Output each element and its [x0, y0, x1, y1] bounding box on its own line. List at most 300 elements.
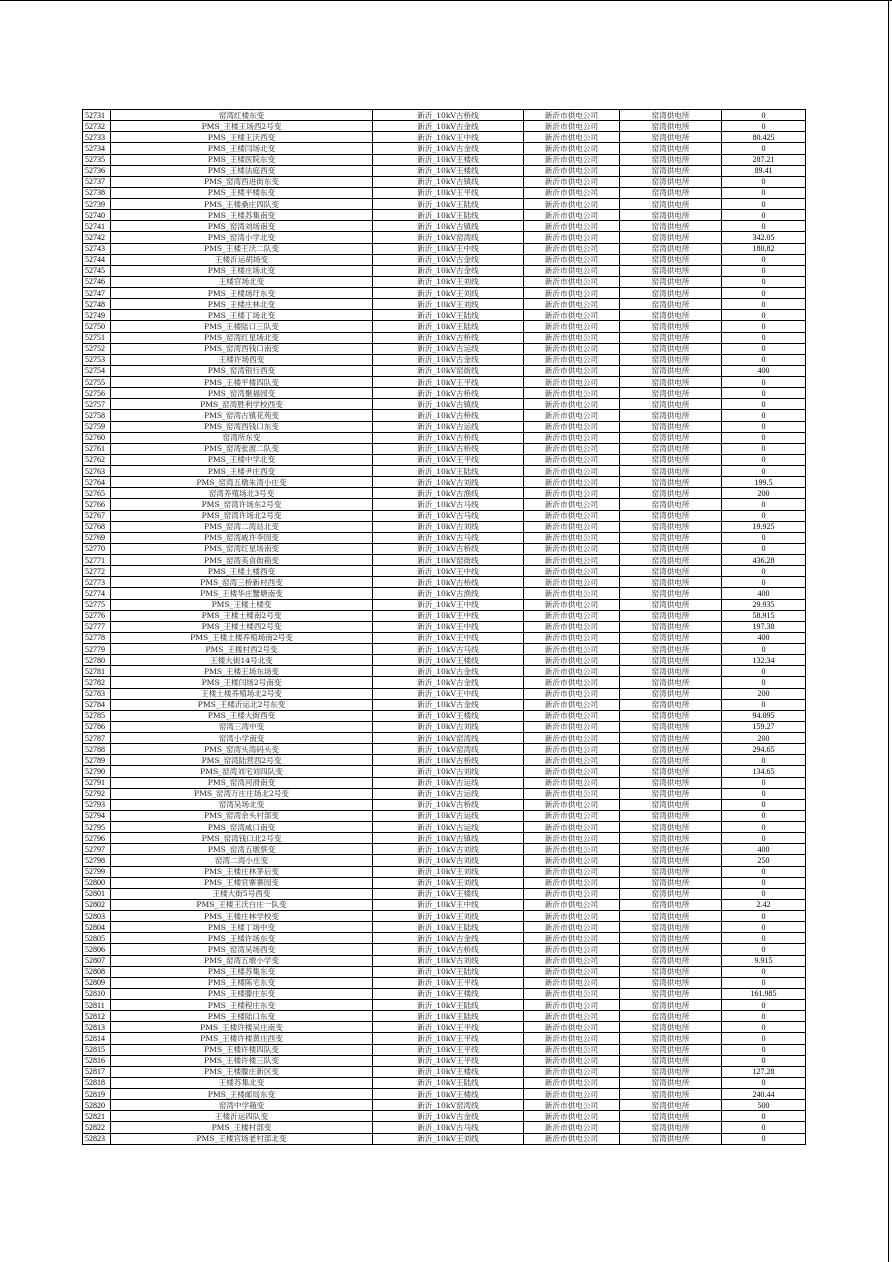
- cell-station: 窑湾供电所: [620, 788, 722, 799]
- table-row: [83, 788, 806, 799]
- cell-company: 新沂市供电公司: [524, 343, 620, 354]
- cell-line: 新沂_10kV古桥线: [373, 799, 524, 810]
- cell-line: 新沂_10kV窑街线: [373, 365, 524, 376]
- cell-station: 窑湾供电所: [620, 988, 722, 999]
- cell-station: 窑湾供电所: [620, 1022, 722, 1033]
- cell-id: 52789: [83, 755, 111, 766]
- cell-line: 新沂_10kV古马线: [373, 499, 524, 510]
- cell-station: 窑湾供电所: [620, 454, 722, 465]
- cell-transformer-name: PMS_窑湾咸口南变: [111, 822, 373, 833]
- cell-transformer-name: PMS_窑湾红星场南变: [111, 543, 373, 554]
- cell-station: 窑湾供电所: [620, 199, 722, 210]
- table-row: [83, 466, 806, 477]
- cell-value: 0: [722, 288, 806, 299]
- cell-line: 新沂_10kV王中线: [373, 132, 524, 143]
- cell-company: 新沂市供电公司: [524, 822, 620, 833]
- table-row: [83, 1133, 806, 1144]
- cell-id: 52798: [83, 855, 111, 866]
- cell-id: 52795: [83, 822, 111, 833]
- cell-station: 窑湾供电所: [620, 799, 722, 810]
- cell-company: 新沂市供电公司: [524, 254, 620, 265]
- cell-line: 新沂_10kV古桥线: [373, 110, 524, 121]
- cell-id: 52804: [83, 922, 111, 933]
- page-right-rule: [888, 0, 889, 1262]
- cell-station: 窑湾供电所: [620, 1066, 722, 1077]
- cell-company: 新沂市供电公司: [524, 566, 620, 577]
- table-row: [83, 499, 806, 510]
- cell-value: 0: [722, 788, 806, 799]
- cell-line: 新沂_10kV王刘线: [373, 299, 524, 310]
- cell-company: 新沂市供电公司: [524, 955, 620, 966]
- cell-transformer-name: PMS_王楼尹庄西变: [111, 466, 373, 477]
- cell-id: 52807: [83, 955, 111, 966]
- cell-company: 新沂市供电公司: [524, 1011, 620, 1022]
- cell-company: 新沂市供电公司: [524, 310, 620, 321]
- cell-transformer-name: PMS_窑湾万庄庄场北2号变: [111, 788, 373, 799]
- cell-id: 52808: [83, 966, 111, 977]
- cell-id: 52734: [83, 143, 111, 154]
- cell-station: 窑湾供电所: [620, 154, 722, 165]
- cell-id: 52785: [83, 710, 111, 721]
- table-row: [83, 1022, 806, 1033]
- table-row: [83, 410, 806, 421]
- cell-line: 新沂_10kV王陆线: [373, 1000, 524, 1011]
- cell-transformer-name: PMS_王楼丁场中变: [111, 922, 373, 933]
- cell-company: 新沂市供电公司: [524, 888, 620, 899]
- cell-line: 新沂_10kV古金线: [373, 121, 524, 132]
- cell-station: 窑湾供电所: [620, 399, 722, 410]
- table-row: [83, 744, 806, 755]
- cell-transformer-name: PMS_王楼苏集东变: [111, 966, 373, 977]
- cell-transformer-name: PMS_王楼许楼吴庄南变: [111, 1022, 373, 1033]
- cell-station: 窑湾供电所: [620, 822, 722, 833]
- cell-company: 新沂市供电公司: [524, 632, 620, 643]
- cell-station: 窑湾供电所: [620, 343, 722, 354]
- cell-id: 52821: [83, 1111, 111, 1122]
- cell-id: 52788: [83, 744, 111, 755]
- cell-id: 52782: [83, 677, 111, 688]
- cell-station: 窑湾供电所: [620, 410, 722, 421]
- cell-value: 0: [722, 1133, 806, 1144]
- cell-transformer-name: PMS_窑湾吴场西变: [111, 944, 373, 955]
- cell-transformer-name: PMS_王楼中学北变: [111, 454, 373, 465]
- cell-transformer-name: PMS_窑湾河滑南变: [111, 777, 373, 788]
- cell-transformer-name: 窑湾二湾小庄变: [111, 855, 373, 866]
- cell-id: 52816: [83, 1055, 111, 1066]
- cell-id: 52776: [83, 610, 111, 621]
- cell-transformer-name: PMS_窑湾五墩朱湾小庄变: [111, 477, 373, 488]
- cell-transformer-name: PMS_王楼邮局东变: [111, 1089, 373, 1100]
- cell-id: 52784: [83, 699, 111, 710]
- cell-company: 新沂市供电公司: [524, 1044, 620, 1055]
- cell-station: 窑湾供电所: [620, 955, 722, 966]
- cell-station: 窑湾供电所: [620, 354, 722, 365]
- cell-company: 新沂市供电公司: [524, 543, 620, 554]
- cell-value: 400: [722, 365, 806, 376]
- cell-line: 新沂_10kV王刘线: [373, 866, 524, 877]
- cell-id: 52799: [83, 866, 111, 877]
- cell-id: 52809: [83, 977, 111, 988]
- table-body: [83, 110, 806, 1145]
- cell-id: 52754: [83, 365, 111, 376]
- cell-transformer-name: 王楼大街14号北变: [111, 655, 373, 666]
- cell-company: 新沂市供电公司: [524, 466, 620, 477]
- cell-line: 新沂_10kV王刘线: [373, 877, 524, 888]
- cell-transformer-name: PMS_王楼陈宅东变: [111, 977, 373, 988]
- cell-value: 0: [722, 699, 806, 710]
- cell-value: 0: [722, 644, 806, 655]
- cell-line: 新沂_10kV古渔线: [373, 588, 524, 599]
- table-row: [83, 977, 806, 988]
- table-row: [83, 288, 806, 299]
- table-row: [83, 599, 806, 610]
- cell-station: 窑湾供电所: [620, 733, 722, 744]
- cell-station: 窑湾供电所: [620, 110, 722, 121]
- cell-value: 197.38: [722, 621, 806, 632]
- table-row: [83, 143, 806, 154]
- cell-value: 0: [722, 321, 806, 332]
- cell-value: 0: [722, 388, 806, 399]
- cell-station: 窑湾供电所: [620, 176, 722, 187]
- cell-id: 52737: [83, 176, 111, 187]
- cell-line: 新沂_10kV王中线: [373, 621, 524, 632]
- cell-id: 52744: [83, 254, 111, 265]
- table-row: [83, 632, 806, 643]
- cell-id: 52759: [83, 421, 111, 432]
- cell-value: 436.28: [722, 555, 806, 566]
- table-row: [83, 332, 806, 343]
- cell-station: 窑湾供电所: [620, 766, 722, 777]
- cell-line: 新沂_10kV王陆线: [373, 966, 524, 977]
- cell-id: 52772: [83, 566, 111, 577]
- cell-line: 新沂_10kV古刘线: [373, 844, 524, 855]
- cell-company: 新沂市供电公司: [524, 766, 620, 777]
- cell-id: 52766: [83, 499, 111, 510]
- cell-station: 窑湾供电所: [620, 755, 722, 766]
- cell-id: 52818: [83, 1077, 111, 1088]
- cell-station: 窑湾供电所: [620, 922, 722, 933]
- cell-station: 窑湾供电所: [620, 532, 722, 543]
- cell-company: 新沂市供电公司: [524, 243, 620, 254]
- cell-company: 新沂市供电公司: [524, 677, 620, 688]
- cell-line: 新沂_10kV古马线: [373, 644, 524, 655]
- cell-transformer-name: 王楼苏集北变: [111, 1077, 373, 1088]
- cell-transformer-name: PMS_王楼王沃白庄一队变: [111, 899, 373, 910]
- cell-value: 400: [722, 588, 806, 599]
- cell-station: 窑湾供电所: [620, 577, 722, 588]
- table-row: [83, 721, 806, 732]
- table-row: [83, 343, 806, 354]
- cell-company: 新沂市供电公司: [524, 866, 620, 877]
- cell-value: 0: [722, 499, 806, 510]
- cell-company: 新沂市供电公司: [524, 443, 620, 454]
- table-row: [83, 532, 806, 543]
- cell-company: 新沂市供电公司: [524, 844, 620, 855]
- cell-value: 0: [722, 1011, 806, 1022]
- cell-transformer-name: 窑湾小学南变: [111, 733, 373, 744]
- cell-station: 窑湾供电所: [620, 933, 722, 944]
- cell-value: 0: [722, 1055, 806, 1066]
- cell-id: 52790: [83, 766, 111, 777]
- cell-station: 窑湾供电所: [620, 655, 722, 666]
- cell-company: 新沂市供电公司: [524, 977, 620, 988]
- cell-value: 2.42: [722, 899, 806, 910]
- cell-station: 窑湾供电所: [620, 877, 722, 888]
- cell-value: 199.5: [722, 477, 806, 488]
- cell-line: 新沂_10kV王楼线: [373, 888, 524, 899]
- cell-id: 52778: [83, 632, 111, 643]
- cell-station: 窑湾供电所: [620, 1089, 722, 1100]
- cell-line: 新沂_10kV王平线: [373, 1044, 524, 1055]
- cell-company: 新沂市供电公司: [524, 721, 620, 732]
- cell-value: 0: [722, 343, 806, 354]
- table-row: [83, 877, 806, 888]
- cell-company: 新沂市供电公司: [524, 532, 620, 543]
- cell-transformer-name: PMS_王楼王沃西变: [111, 132, 373, 143]
- cell-value: 0: [722, 677, 806, 688]
- cell-value: 0: [722, 877, 806, 888]
- cell-station: 窑湾供电所: [620, 555, 722, 566]
- cell-station: 窑湾供电所: [620, 265, 722, 276]
- cell-line: 新沂_10kV王平线: [373, 1022, 524, 1033]
- cell-value: 0: [722, 933, 806, 944]
- cell-company: 新沂市供电公司: [524, 288, 620, 299]
- cell-value: 0: [722, 299, 806, 310]
- cell-id: 52750: [83, 321, 111, 332]
- table-row: [83, 988, 806, 999]
- cell-transformer-name: PMS_王楼土楼养殖场南2号变: [111, 632, 373, 643]
- cell-company: 新沂市供电公司: [524, 1055, 620, 1066]
- cell-id: 52786: [83, 721, 111, 732]
- cell-value: 0: [722, 577, 806, 588]
- cell-station: 窑湾供电所: [620, 1122, 722, 1133]
- table-row: [83, 833, 806, 844]
- cell-id: 52771: [83, 555, 111, 566]
- cell-value: 127.28: [722, 1066, 806, 1077]
- table-row: [83, 210, 806, 221]
- cell-station: 窑湾供电所: [620, 1044, 722, 1055]
- cell-line: 新沂_10kV王陆线: [373, 1077, 524, 1088]
- cell-company: 新沂市供电公司: [524, 1111, 620, 1122]
- cell-line: 新沂_10kV王中线: [373, 688, 524, 699]
- cell-line: 新沂_10kV王陆线: [373, 466, 524, 477]
- cell-company: 新沂市供电公司: [524, 132, 620, 143]
- cell-station: 窑湾供电所: [620, 1100, 722, 1111]
- cell-id: 52731: [83, 110, 111, 121]
- cell-station: 窑湾供电所: [620, 121, 722, 132]
- cell-station: 窑湾供电所: [620, 1000, 722, 1011]
- cell-value: 200: [722, 488, 806, 499]
- cell-transformer-name: PMS_王楼许楼四队变: [111, 1044, 373, 1055]
- cell-company: 新沂市供电公司: [524, 510, 620, 521]
- cell-value: 200: [722, 733, 806, 744]
- cell-station: 窑湾供电所: [620, 599, 722, 610]
- cell-id: 52780: [83, 655, 111, 666]
- cell-company: 新沂市供电公司: [524, 176, 620, 187]
- cell-id: 52801: [83, 888, 111, 899]
- cell-line: 新沂_10kV王刘线: [373, 911, 524, 922]
- cell-line: 新沂_10kV王中线: [373, 610, 524, 621]
- cell-transformer-name: PMS_王楼王沃二队变: [111, 243, 373, 254]
- table-row: [83, 299, 806, 310]
- cell-company: 新沂市供电公司: [524, 1033, 620, 1044]
- cell-company: 新沂市供电公司: [524, 699, 620, 710]
- table-row: [83, 1077, 806, 1088]
- table-row: [83, 1033, 806, 1044]
- cell-id: 52792: [83, 788, 111, 799]
- cell-id: 52753: [83, 354, 111, 365]
- cell-company: 新沂市供电公司: [524, 599, 620, 610]
- cell-station: 窑湾供电所: [620, 911, 722, 922]
- cell-transformer-name: PMS_王楼滕庄新区变: [111, 1066, 373, 1077]
- cell-id: 52783: [83, 688, 111, 699]
- cell-transformer-name: PMS_王楼大街西变: [111, 710, 373, 721]
- cell-id: 52819: [83, 1089, 111, 1100]
- cell-id: 52751: [83, 332, 111, 343]
- table-row: [83, 187, 806, 198]
- cell-line: 新沂_10kV王中线: [373, 632, 524, 643]
- cell-line: 新沂_10kV古刘线: [373, 477, 524, 488]
- cell-value: 0: [722, 1077, 806, 1088]
- cell-transformer-name: PMS_王楼苏集南变: [111, 210, 373, 221]
- cell-station: 窑湾供电所: [620, 432, 722, 443]
- cell-company: 新沂市供电公司: [524, 199, 620, 210]
- cell-line: 新沂_10kV王楼线: [373, 655, 524, 666]
- cell-id: 52805: [83, 933, 111, 944]
- cell-value: 0: [722, 121, 806, 132]
- cell-transformer-name: PMS_窑湾许场东2号变: [111, 499, 373, 510]
- cell-company: 新沂市供电公司: [524, 944, 620, 955]
- cell-value: 0: [722, 532, 806, 543]
- cell-station: 窑湾供电所: [620, 221, 722, 232]
- cell-company: 新沂市供电公司: [524, 833, 620, 844]
- cell-company: 新沂市供电公司: [524, 799, 620, 810]
- cell-line: 新沂_10kV窑湾线: [373, 232, 524, 243]
- cell-station: 窑湾供电所: [620, 310, 722, 321]
- cell-transformer-name: 王楼沂运四队变: [111, 1111, 373, 1122]
- cell-value: 80.425: [722, 132, 806, 143]
- cell-company: 新沂市供电公司: [524, 588, 620, 599]
- cell-line: 新沂_10kV古运线: [373, 777, 524, 788]
- cell-company: 新沂市供电公司: [524, 488, 620, 499]
- cell-line: 新沂_10kV古刘线: [373, 855, 524, 866]
- cell-value: 0: [722, 254, 806, 265]
- table-row: [83, 388, 806, 399]
- cell-transformer-name: 窑湾中学箱变: [111, 1100, 373, 1111]
- table-row: [83, 866, 806, 877]
- page-top-rule: [0, 0, 892, 1]
- cell-id: 52822: [83, 1122, 111, 1133]
- cell-company: 新沂市供电公司: [524, 911, 620, 922]
- cell-id: 52797: [83, 844, 111, 855]
- cell-transformer-name: PMS_王楼闫场北变: [111, 143, 373, 154]
- cell-station: 窑湾供电所: [620, 1077, 722, 1088]
- cell-line: 新沂_10kV王楼线: [373, 154, 524, 165]
- cell-id: 52738: [83, 187, 111, 198]
- cell-id: 52740: [83, 210, 111, 221]
- cell-station: 窑湾供电所: [620, 777, 722, 788]
- cell-transformer-name: PMS_王楼平楼东变: [111, 187, 373, 198]
- cell-line: 新沂_10kV古桥线: [373, 577, 524, 588]
- cell-company: 新沂市供电公司: [524, 810, 620, 821]
- table-row: [83, 121, 806, 132]
- cell-station: 窑湾供电所: [620, 365, 722, 376]
- cell-station: 窑湾供电所: [620, 299, 722, 310]
- cell-company: 新沂市供电公司: [524, 432, 620, 443]
- table-row: [83, 132, 806, 143]
- cell-id: 52763: [83, 466, 111, 477]
- cell-value: 0: [722, 443, 806, 454]
- cell-id: 52767: [83, 510, 111, 521]
- table-row: [83, 911, 806, 922]
- cell-transformer-name: PMS_窑湾西钱口南变: [111, 343, 373, 354]
- table-row: [83, 955, 806, 966]
- cell-company: 新沂市供电公司: [524, 388, 620, 399]
- cell-id: 52758: [83, 410, 111, 421]
- cell-station: 窑湾供电所: [620, 466, 722, 477]
- table-row: [83, 944, 806, 955]
- table-row: [83, 510, 806, 521]
- cell-id: 52756: [83, 388, 111, 399]
- table-row: [83, 176, 806, 187]
- cell-line: 新沂_10kV王楼线: [373, 710, 524, 721]
- cell-transformer-name: PMS_王楼陆口三队变: [111, 321, 373, 332]
- cell-value: 0: [722, 332, 806, 343]
- cell-id: 52733: [83, 132, 111, 143]
- cell-value: 0: [722, 399, 806, 410]
- cell-id: 52762: [83, 454, 111, 465]
- table-row: [83, 154, 806, 165]
- cell-line: 新沂_10kV王陆线: [373, 1011, 524, 1022]
- cell-line: 新沂_10kV古刘线: [373, 721, 524, 732]
- cell-station: 窑湾供电所: [620, 521, 722, 532]
- table-row: [83, 710, 806, 721]
- cell-transformer-name: PMS_王楼华庄蟹塘南变: [111, 588, 373, 599]
- cell-id: 52796: [83, 833, 111, 844]
- cell-company: 新沂市供电公司: [524, 777, 620, 788]
- cell-value: 0: [722, 810, 806, 821]
- cell-id: 52739: [83, 199, 111, 210]
- cell-id: 52815: [83, 1044, 111, 1055]
- table-row: [83, 477, 806, 488]
- cell-transformer-name: PMS_窑湾头湾码头变: [111, 744, 373, 755]
- cell-id: 52732: [83, 121, 111, 132]
- cell-transformer-name: PMS_王楼场圩东变: [111, 288, 373, 299]
- cell-value: 0: [722, 888, 806, 899]
- table-row: [83, 1000, 806, 1011]
- cell-id: 52817: [83, 1066, 111, 1077]
- cell-transformer-name: 窑湾所东变: [111, 432, 373, 443]
- cell-transformer-name: PMS_窑湾红星场北变: [111, 332, 373, 343]
- cell-id: 52760: [83, 432, 111, 443]
- cell-line: 新沂_10kV古运线: [373, 421, 524, 432]
- cell-station: 窑湾供电所: [620, 566, 722, 577]
- cell-company: 新沂市供电公司: [524, 577, 620, 588]
- cell-company: 新沂市供电公司: [524, 276, 620, 287]
- cell-value: 0: [722, 1033, 806, 1044]
- cell-line: 新沂_10kV古运线: [373, 788, 524, 799]
- cell-company: 新沂市供电公司: [524, 377, 620, 388]
- cell-value: 161.985: [722, 988, 806, 999]
- cell-line: 新沂_10kV王中线: [373, 243, 524, 254]
- cell-station: 窑湾供电所: [620, 1033, 722, 1044]
- cell-transformer-name: 王楼沂运胡场变: [111, 254, 373, 265]
- cell-id: 52787: [83, 733, 111, 744]
- cell-company: 新沂市供电公司: [524, 332, 620, 343]
- cell-transformer-name: PMS_窑湾古镇花苑变: [111, 410, 373, 421]
- cell-station: 窑湾供电所: [620, 276, 722, 287]
- cell-line: 新沂_10kV王平线: [373, 1055, 524, 1066]
